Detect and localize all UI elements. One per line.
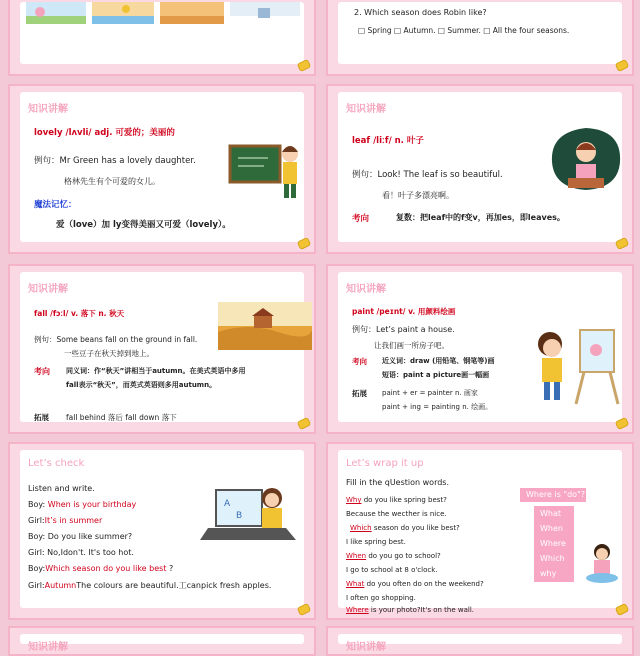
wrap-line-7: What do you often do on the weekend? xyxy=(346,580,484,588)
example-sentence: 例句：Look! The leaf is so beautiful. xyxy=(352,170,503,180)
extension-text: fall behind 落后 fall down 落下 xyxy=(66,413,177,422)
slide-8-content xyxy=(338,450,622,614)
exam-label: 考向 xyxy=(34,367,50,376)
autumn-field-illustration xyxy=(218,302,312,350)
exam-label: 考向 xyxy=(352,214,370,224)
word-box-item: why xyxy=(540,569,557,578)
example-sentence: 例句：Some beans fall on the ground in fall. xyxy=(34,335,198,344)
wrap-line-3: Which season do you like best? xyxy=(350,524,460,532)
extension-line-2: paint + ing = painting n. 绘画。 xyxy=(382,403,493,411)
slide-4 xyxy=(326,84,634,254)
slide-7 xyxy=(8,442,316,620)
dialogue-line-6: Girl:AutumnThe colours are beautiful.工canpick fresh apples. xyxy=(28,581,272,590)
slide-heading: Let’s check xyxy=(28,458,85,469)
example-sentence: 例句：Let’s paint a house. xyxy=(352,325,455,334)
slide-2 xyxy=(326,0,634,76)
word-box-item: Where xyxy=(540,539,566,548)
girl-painting-illustration xyxy=(532,324,628,406)
slide-1-content xyxy=(20,2,304,64)
vocab-word: lovely /lʌvli/ adj. 可爱的；美丽的 xyxy=(34,128,175,138)
slide-4-content xyxy=(338,92,622,242)
teacher-blackboard-illustration xyxy=(228,136,308,206)
slide-6 xyxy=(326,264,634,434)
girl-with-leaf-illustration xyxy=(546,122,626,196)
wrap-line-4: I like spring best. xyxy=(346,538,406,546)
answer-3: Which season do you like best xyxy=(45,564,167,573)
slide-heading: 知识讲解 xyxy=(28,104,68,115)
question-text: 2. Which season does Robin like? xyxy=(354,8,487,17)
vocab-word: paint /peɪnt/ v. 用颜料绘画 xyxy=(352,307,456,316)
dialogue-line-3: Boy: Do you like summer? xyxy=(28,532,133,541)
slide-9-content xyxy=(20,634,304,653)
example-translation: 让我们画一所房子吧。 xyxy=(374,341,449,350)
slide-heading: 知识讲解 xyxy=(346,284,386,295)
slide-2-content xyxy=(338,2,622,64)
slide-5 xyxy=(8,264,316,434)
memory-text: 爱（love）加 ly变得美丽又可爱（lovely）。 xyxy=(56,220,231,230)
word-box-title: Where is "do"? xyxy=(520,488,586,502)
exam-line-1: 近义词：draw (用铅笔、钢笔等)画 xyxy=(382,357,495,365)
season-thumbnails xyxy=(26,2,306,24)
word-box-item: Which xyxy=(540,554,565,563)
wrap-line-2: Because the wecther is nice. xyxy=(346,510,447,518)
slide-9 xyxy=(8,626,316,656)
slide-8 xyxy=(326,442,634,620)
slide-heading: 知识讲解 xyxy=(28,642,68,653)
slide-3-content xyxy=(20,92,304,242)
dialogue-line-5: Boy:Which season do you like best ? xyxy=(28,564,174,573)
slide-heading: 知识讲解 xyxy=(346,642,386,653)
dialogue-line-4: Girl: No,Idon't. It's too hot. xyxy=(28,548,134,557)
wrap-line-9: Where is your photo?It's on the wall. xyxy=(346,606,475,614)
extension-label: 拓展 xyxy=(34,413,49,422)
word-box-item: What xyxy=(540,509,562,518)
memory-label: 魔法记忆： xyxy=(34,200,77,210)
wrap-instruction: Fill in the qUestion words. xyxy=(346,478,450,487)
dialogue-line-1: Boy: When is your birthday xyxy=(28,500,137,509)
example-translation: 看！叶子多漂亮啊。 xyxy=(382,191,454,200)
check-instruction: Listen and write. xyxy=(28,484,95,493)
example-translation: 一些豆子在秋天掉到地上。 xyxy=(64,349,154,358)
slide-7-content xyxy=(20,450,304,608)
answer-1: When is your birthday xyxy=(47,500,137,509)
girl-sitting-illustration xyxy=(582,542,622,586)
exam-label: 考向 xyxy=(352,357,367,366)
wrap-line-1: Why do you like spring best? xyxy=(346,496,447,504)
slide-heading: 知识讲解 xyxy=(28,284,68,295)
exam-text: 复数：把leaf中的f变v，再加es，即leaves。 xyxy=(396,213,565,222)
slide-heading: 知识讲解 xyxy=(346,104,386,115)
vocab-word: leaf /liːf/ n. 叶子 xyxy=(352,136,424,146)
wrap-line-5: When do you go to school? xyxy=(346,552,441,560)
wrap-line-8: I often go shopping. xyxy=(346,594,416,602)
slide-5-content xyxy=(20,272,304,422)
word-box-item: When xyxy=(540,524,563,533)
answer-options: □ Spring □ Autumn. □ Summer. □ All the four seasons. xyxy=(358,26,570,35)
slide-6-content xyxy=(338,272,622,422)
svg-text:B: B xyxy=(236,511,243,521)
wrap-line-6: I go to school at 8 o'clock. xyxy=(346,566,438,574)
exam-line-2: 短语：paint a picture画一幅画 xyxy=(382,371,490,379)
dialogue-line-2: Girl:It’s in summer xyxy=(28,516,103,525)
example-sentence: 例句：Mr Green has a lovely daughter. xyxy=(34,156,196,166)
extension-label: 拓展 xyxy=(352,389,367,398)
slide-3 xyxy=(8,84,316,254)
teacher-laptop-illustration xyxy=(206,484,302,550)
slide-1 xyxy=(8,0,316,76)
answer-2: It’s in summer xyxy=(44,516,103,525)
slide-heading: Let’s wrap it up xyxy=(346,458,424,469)
exam-line-1: 同义词：作“秋天”讲相当于autumn。在美式英语中多用 xyxy=(66,367,246,375)
slide-10 xyxy=(326,626,634,656)
vocab-word: fall /fɔːl/ v. 落下 n. 秋天 xyxy=(34,309,125,318)
svg-text:A: A xyxy=(224,499,231,509)
example-translation: 格林先生有个可爱的女儿。 xyxy=(64,177,160,186)
word-box-list xyxy=(534,506,574,582)
slide-10-content xyxy=(338,634,622,653)
exam-line-2: fall表示“秋天”，而英式英语则多用autumn。 xyxy=(66,381,217,389)
extension-line-1: paint + er = painter n. 画家 xyxy=(382,389,478,397)
answer-4: Autumn xyxy=(44,581,77,590)
